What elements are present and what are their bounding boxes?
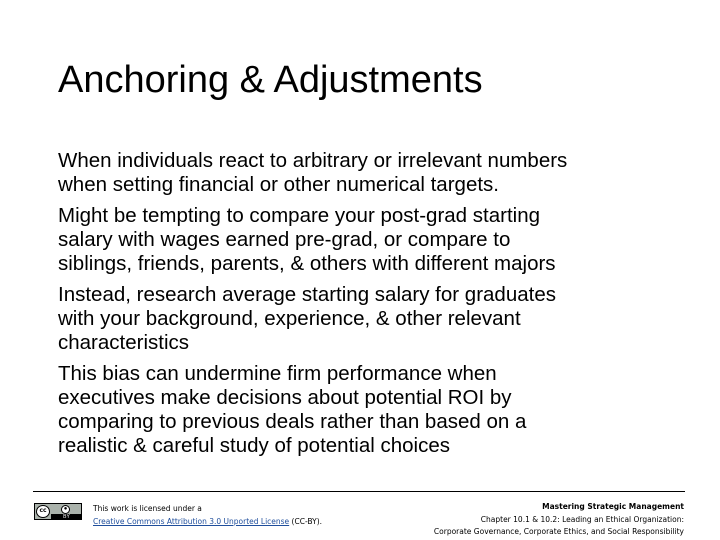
bullet-line: salary with wages earned pre-grad, or compare to	[58, 228, 511, 251]
bullet-line: characteristics	[58, 331, 190, 354]
bullet-line: comparing to previous deals rather than based on a	[58, 410, 527, 433]
bullet-line: when setting financial or other numerical targets.	[58, 173, 499, 196]
license-line	[93, 515, 322, 528]
by-label: BY	[51, 514, 82, 520]
chapter-subtitle: Corporate Governance, Corporate Ethics, and Social Responsibility	[433, 527, 684, 536]
bullet-line: Instead, research average starting salary for graduates	[58, 283, 556, 306]
bullet-item	[58, 283, 698, 355]
bullet-line: When individuals react to arbitrary or irrelevant numbers	[58, 149, 568, 172]
license-line: This work is licensed under a	[93, 504, 202, 513]
slide-title: Anchoring & Adjustments	[58, 59, 483, 101]
footer-divider	[33, 491, 685, 492]
license-suffix: (CC-BY).	[289, 517, 323, 526]
attribution-person-icon: ●	[61, 505, 70, 514]
creative-commons-by-icon[interactable]	[34, 503, 82, 520]
bullet-item	[58, 149, 698, 197]
cc-logo-icon: cc	[36, 505, 50, 518]
book-title: Mastering Strategic Management	[542, 502, 684, 511]
bullet-line: siblings, friends, parents, & others with different majors	[58, 252, 556, 275]
bullet-line: executives make decisions about potential ROI by	[58, 386, 512, 409]
license-link[interactable]: Creative Commons Attribution 3.0 Unported License	[93, 517, 290, 526]
license-notice	[93, 502, 322, 528]
bullet-item	[58, 204, 698, 276]
bullet-item	[58, 362, 698, 458]
bullet-line: with your background, experience, & other relevant	[58, 307, 521, 330]
bullet-line: Might be tempting to compare your post-grad starting	[58, 204, 540, 227]
bullet-line: realistic & careful study of potential choices	[58, 434, 450, 457]
bullet-list	[58, 149, 698, 465]
bullet-line: This bias can undermine firm performance when	[58, 362, 497, 385]
chapter-title: Chapter 10.1 & 10.2: Leading an Ethical Organization:	[480, 514, 684, 524]
course-attribution	[434, 501, 684, 539]
